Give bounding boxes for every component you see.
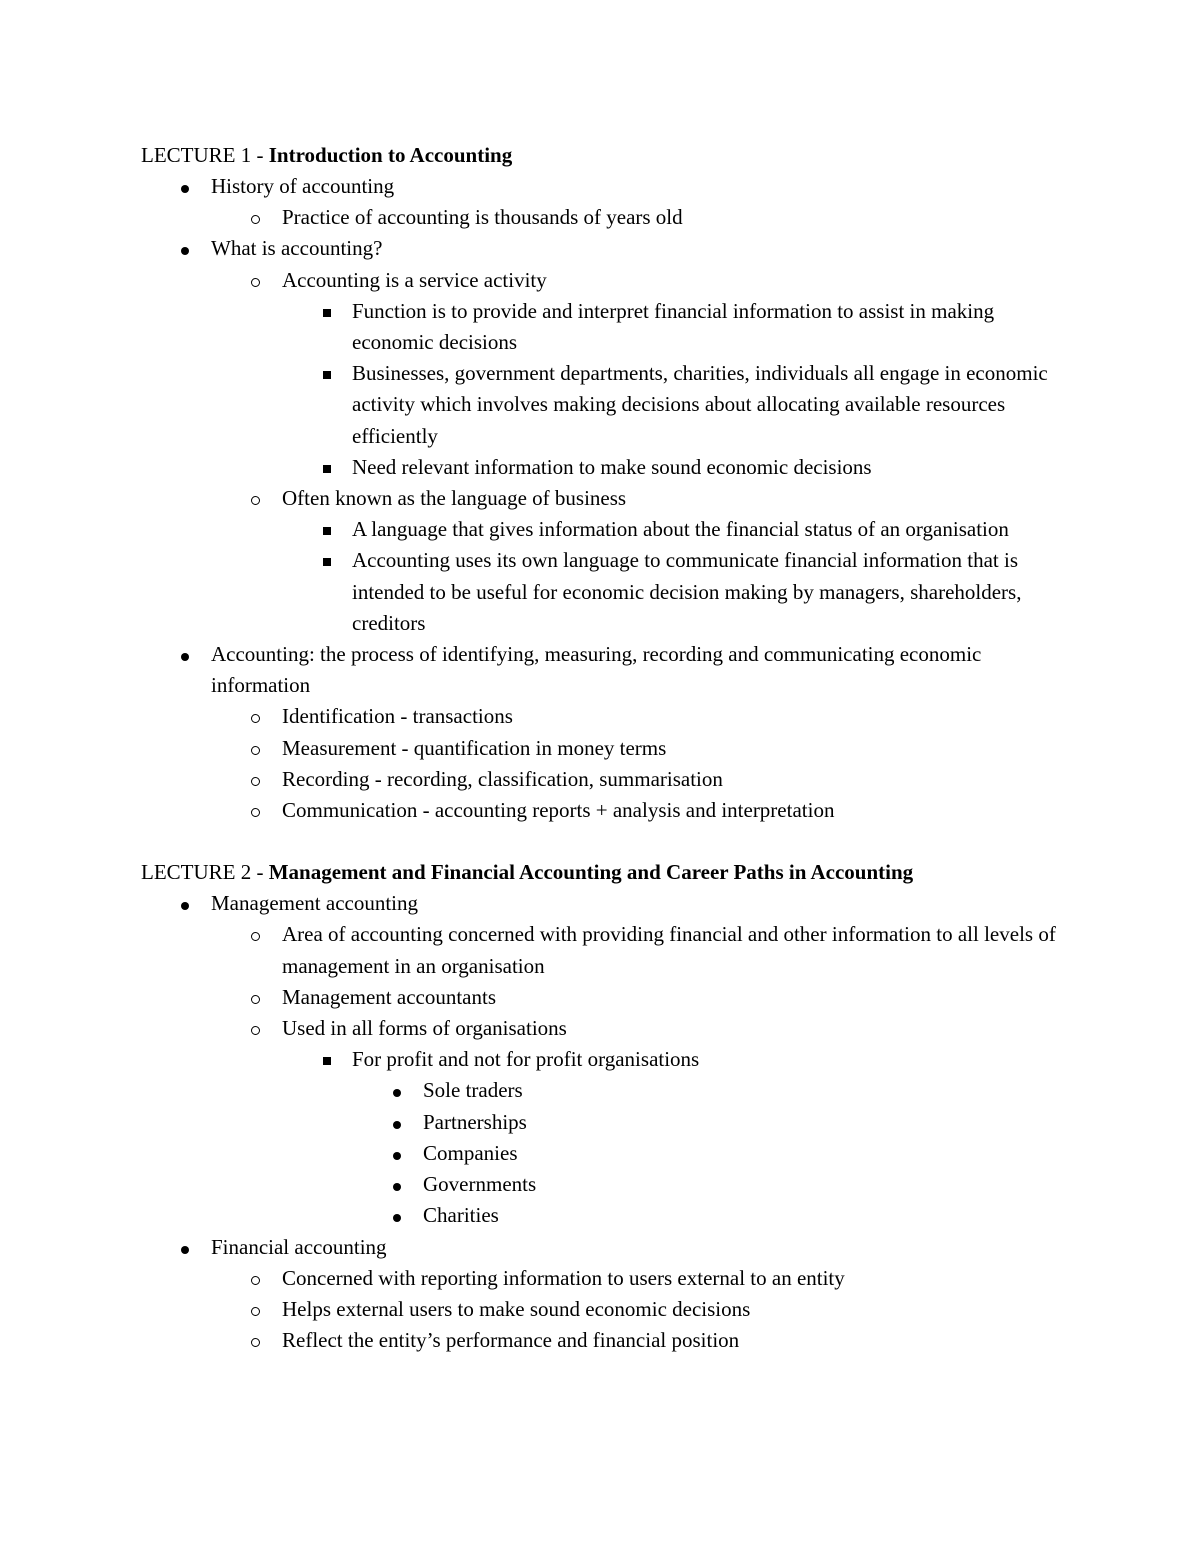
bullet-disc-icon bbox=[393, 1152, 401, 1160]
list-item-text: Management accountants bbox=[282, 984, 496, 1009]
list-item bbox=[141, 483, 1061, 514]
bullet-square-icon bbox=[323, 309, 331, 317]
list-item bbox=[141, 452, 1061, 483]
list-item bbox=[141, 795, 1061, 826]
list-item-text: Practice of accounting is thousands of years old bbox=[282, 205, 683, 230]
list-item-text: Governments bbox=[423, 1172, 537, 1197]
list-item bbox=[141, 764, 1061, 795]
list-item-text: Accounting: the process of identifying, measuring, recording and communicating economic information bbox=[211, 642, 982, 698]
bullet-circle-icon bbox=[251, 1307, 260, 1316]
list-item bbox=[141, 733, 1061, 764]
list-item-text: Identification - transactions bbox=[282, 704, 513, 729]
bullet-circle-icon bbox=[251, 496, 260, 505]
bullet-disc-icon bbox=[181, 247, 189, 255]
lecture-2-label: LECTURE 2 - bbox=[141, 860, 269, 885]
bullet-circle-icon bbox=[251, 1338, 260, 1347]
list-item bbox=[141, 1138, 1061, 1169]
list-item-text: Concerned with reporting information to users external to an entity bbox=[282, 1265, 845, 1290]
lecture-1-title: Introduction to Accounting bbox=[268, 143, 513, 167]
list-item bbox=[141, 888, 1061, 919]
bullet-circle-icon bbox=[251, 714, 260, 723]
bullet-circle-icon bbox=[251, 746, 260, 755]
list-item-text: Businesses, government departments, charities, individuals all engage in economic activity which involves making decisions about allocating available resources efficiently bbox=[352, 361, 1048, 448]
list-item bbox=[141, 1325, 1061, 1356]
list-item bbox=[141, 701, 1061, 732]
list-item bbox=[141, 514, 1061, 545]
list-item-text: Accounting is a service activity bbox=[282, 267, 547, 292]
bullet-circle-icon bbox=[251, 215, 260, 224]
bullet-disc-icon bbox=[393, 1089, 401, 1097]
lecture-2-heading bbox=[141, 857, 1061, 888]
bullet-disc-icon bbox=[181, 1246, 189, 1254]
list-item-text: For profit and not for profit organisations bbox=[352, 1047, 700, 1072]
bullet-disc-icon bbox=[393, 1183, 401, 1191]
list-item-text: Used in all forms of organisations bbox=[282, 1016, 567, 1041]
lecture-1-label: LECTURE 1 - bbox=[141, 143, 269, 167]
list-item bbox=[141, 1169, 1061, 1200]
list-item bbox=[141, 639, 1061, 701]
list-item bbox=[141, 1294, 1061, 1325]
list-item-text: Partnerships bbox=[423, 1109, 527, 1134]
bullet-circle-icon bbox=[251, 777, 260, 786]
list-item-text: Recording - recording, classification, summarisation bbox=[282, 766, 723, 791]
bullet-square-icon bbox=[323, 558, 331, 566]
list-item-text: Financial accounting bbox=[211, 1234, 387, 1259]
bullet-square-icon bbox=[323, 527, 331, 535]
bullet-circle-icon bbox=[251, 808, 260, 817]
bullet-square-icon bbox=[323, 465, 331, 473]
bullet-disc-icon bbox=[181, 653, 189, 661]
list-item bbox=[141, 296, 1061, 358]
list-item-text: Companies bbox=[423, 1140, 518, 1165]
bullet-circle-icon bbox=[251, 995, 260, 1004]
list-item-text: Often known as the language of business bbox=[282, 486, 627, 511]
list-item bbox=[141, 1044, 1061, 1075]
bullet-circle-icon bbox=[251, 1276, 260, 1285]
list-item bbox=[141, 265, 1061, 296]
list-item-text: Measurement - quantification in money terms bbox=[282, 735, 667, 760]
list-item bbox=[141, 202, 1061, 233]
list-item-text: Reflect the entity’s performance and financial position bbox=[282, 1328, 740, 1353]
list-item bbox=[141, 982, 1061, 1013]
list-item-text: A language that gives information about the financial status of an organisation bbox=[352, 517, 1009, 542]
list-item-text: Area of accounting concerned with providing financial and other information to all levels of management in an organisation bbox=[282, 922, 1056, 978]
list-item bbox=[141, 919, 1061, 981]
list-item-text: Function is to provide and interpret financial information to assist in making economic decisions bbox=[352, 298, 995, 355]
lecture-2-title: Management and Financial Accounting and Career Paths in Accounting bbox=[268, 860, 914, 885]
bullet-circle-icon bbox=[251, 932, 260, 941]
list-item bbox=[141, 233, 1061, 264]
bullet-circle-icon bbox=[251, 1026, 260, 1035]
list-item-text: Management accounting bbox=[211, 891, 419, 916]
list-item-text: History of accounting bbox=[211, 174, 395, 198]
list-item-text: Communication - accounting reports + analysis and interpretation bbox=[282, 798, 835, 823]
document-page bbox=[141, 140, 1061, 1356]
list-item-text: What is accounting? bbox=[211, 236, 383, 261]
list-item bbox=[141, 1075, 1061, 1106]
list-item bbox=[141, 1107, 1061, 1138]
list-item bbox=[141, 1232, 1061, 1263]
list-item bbox=[141, 545, 1061, 639]
list-item bbox=[141, 1200, 1061, 1231]
list-item bbox=[141, 171, 1061, 202]
list-item-text: Helps external users to make sound economic decisions bbox=[282, 1296, 751, 1321]
bullet-disc-icon bbox=[393, 1214, 401, 1222]
list-item-text: Need relevant information to make sound economic decisions bbox=[352, 454, 872, 479]
list-item-text: Accounting uses its own language to communicate financial information that is intended to be useful for economic decision making by managers, shareholders, creditors bbox=[352, 548, 1022, 635]
bullet-square-icon bbox=[323, 371, 331, 379]
list-item bbox=[141, 358, 1061, 452]
list-item-text: Charities bbox=[423, 1203, 499, 1228]
lecture-2-outline bbox=[141, 888, 1061, 1356]
list-item bbox=[141, 1013, 1061, 1044]
bullet-square-icon bbox=[323, 1057, 331, 1065]
bullet-disc-icon bbox=[393, 1121, 401, 1129]
bullet-circle-icon bbox=[251, 278, 260, 287]
lecture-1-outline bbox=[141, 171, 1061, 826]
bullet-disc-icon bbox=[181, 902, 189, 910]
list-item bbox=[141, 1263, 1061, 1294]
bullet-disc-icon bbox=[181, 185, 189, 193]
list-item-text: Sole traders bbox=[423, 1078, 523, 1103]
lecture-1-heading bbox=[141, 140, 1061, 171]
